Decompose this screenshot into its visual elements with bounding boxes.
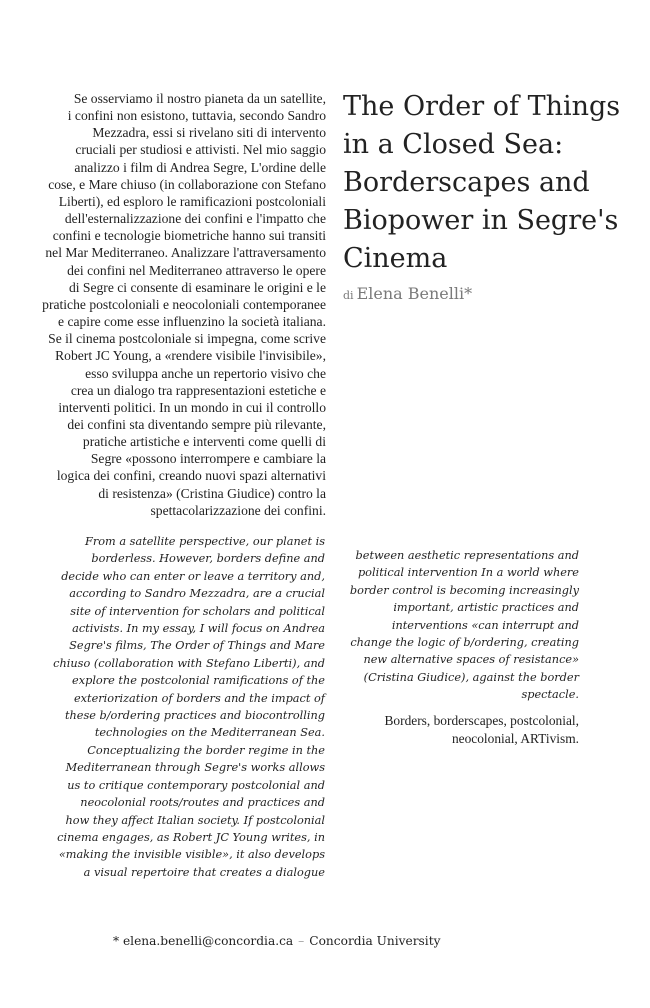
text-line: neocolonial roots/routes and practices and	[80, 796, 325, 810]
author-affiliation: Concordia University	[309, 934, 441, 948]
text-line: according to Sandro Mezzadra, are a crucial	[69, 587, 325, 601]
text-line: (Cristina Giudice), against the border	[363, 670, 579, 684]
text-line: esso sviluppa anche un repertorio visivo che	[85, 365, 326, 381]
text-line: neocolonial, ARTivism.	[451, 730, 579, 746]
text-line: activists. In my essay, I will focus on Andrea	[72, 622, 325, 636]
text-line: Biopower in Segre's	[343, 205, 619, 236]
text-line: how they affect Italian society. If postcolonial	[65, 813, 325, 827]
text-line: spectacle.	[521, 688, 579, 702]
text-line: us to critique contemporary postcolonial and	[67, 778, 325, 792]
text-line: spettacolarizzazione dei confini.	[150, 502, 326, 518]
text-line: cruciali per studiosi e attivisti. Nel mio saggio	[75, 142, 326, 158]
text-line: Segre's films, The Order of Things and Mare	[69, 639, 325, 653]
text-line: chiuso (collaboration with Stefano Liberti), and	[53, 656, 325, 670]
author-name: Elena Benelli*	[356, 284, 473, 303]
article-title	[343, 88, 643, 278]
text-line: technologies on the Mediterranean Sea.	[94, 726, 325, 740]
text-line: new alternative spaces of resistance»	[363, 653, 579, 667]
text-line: political intervention In a world where	[357, 566, 579, 580]
text-line: i confini non esistono, tuttavia, secondo Sandro	[67, 108, 326, 124]
text-line: interventi politici. In un mondo in cui il controllo	[58, 399, 326, 415]
text-line: pratiche artistiche e interventi come quelli di	[82, 434, 326, 450]
text-line: site of intervention for scholars and political	[70, 604, 325, 618]
text-line: From a satellite perspective, our planet is	[85, 535, 325, 548]
text-line: di resistenza» (Cristina Giudice) contro la	[98, 485, 326, 501]
text-line: these b/ordering practices and biocontrolling	[64, 709, 325, 723]
text-line: important, artistic practices and	[393, 601, 579, 615]
abstract-english-part-1	[14, 533, 325, 881]
text-line: e capire come esse influenzino la società italiana.	[58, 314, 326, 330]
text-line: Se osserviamo il nostro pianeta da un satellite,	[73, 91, 326, 106]
byline-prefix: di	[343, 289, 354, 302]
text-line: confini e tecnologie biometriche hanno sui transiti	[52, 228, 326, 244]
text-line: dell'esternalizzazione dei confini e l'impatto che	[64, 211, 326, 227]
text-line: di Segre ci consente di esaminare le origini e le	[68, 279, 326, 295]
text-line: The Order of Things	[343, 91, 621, 122]
text-line: between aesthetic representations and	[355, 549, 579, 562]
text-line: nel Mar Mediterraneo. Analizzare l'attraversamento	[45, 245, 326, 261]
text-line: Se il cinema postcoloniale si impegna, come scrive	[48, 331, 326, 347]
author-email[interactable]: * elena.benelli@concordia.ca	[113, 934, 294, 948]
text-line: «making the invisible visible», it also develops	[58, 848, 325, 862]
footnote-separator: –	[298, 934, 305, 948]
text-line: Borderscapes and	[343, 167, 590, 198]
text-line: analizzo i film di Andrea Segre, L'ordine delle	[74, 159, 326, 175]
text-line: cose, e Mare chiuso (in collaborazione con Stefano	[48, 176, 326, 192]
text-line: change the logic of b/ordering, creating	[350, 636, 579, 650]
text-line: Borders, borderscapes, postcolonial,	[384, 713, 579, 728]
text-line: interventions «can interrupt and	[391, 618, 579, 632]
text-line: a visual repertoire that creates a dialogue	[83, 865, 325, 879]
text-line: cinema engages, as Robert JC Young writes, in	[57, 830, 325, 844]
text-line: Cinema	[343, 243, 448, 274]
text-line: Mezzadra, essi si rivelano siti di intervento	[92, 125, 326, 141]
author-footnote	[113, 934, 440, 948]
text-line: logica dei confini, creando nuovi spazi alternativi	[56, 468, 326, 484]
abstract-english-part-2	[343, 547, 579, 704]
text-line: border control is becoming increasingly	[349, 583, 579, 597]
text-line: dei confini sta diventando sempre più rilevante,	[67, 416, 326, 432]
text-line: crea un dialogo tra rappresentazioni estetiche e	[70, 382, 326, 398]
text-line: Segre «possono interrompere e cambiare la	[90, 451, 326, 467]
text-line: pratiche postcoloniali e neocoloniali contemporanee	[42, 296, 326, 312]
text-line: exteriorization of borders and the impact of	[74, 691, 325, 705]
byline	[343, 284, 472, 303]
text-line: dei confini nel Mediterraneo attraverso le opere	[67, 262, 326, 278]
keywords	[343, 712, 579, 747]
text-line: borderless. However, borders define and	[91, 552, 325, 566]
text-line: decide who can enter or leave a territory and,	[61, 569, 325, 583]
text-line: explore the postcolonial ramifications of the	[72, 674, 325, 688]
text-line: Mediterranean through Segre's works allows	[65, 761, 325, 775]
text-line: Robert JC Young, a «rendere visibile l'invisibile»,	[55, 348, 326, 364]
text-line: in a Closed Sea:	[343, 129, 564, 160]
text-line: Liberti), ed esploro le ramificazioni postcoloniali	[58, 193, 326, 209]
abstract-italian	[8, 90, 326, 519]
text-line: Conceptualizing the border regime in the	[87, 743, 325, 757]
